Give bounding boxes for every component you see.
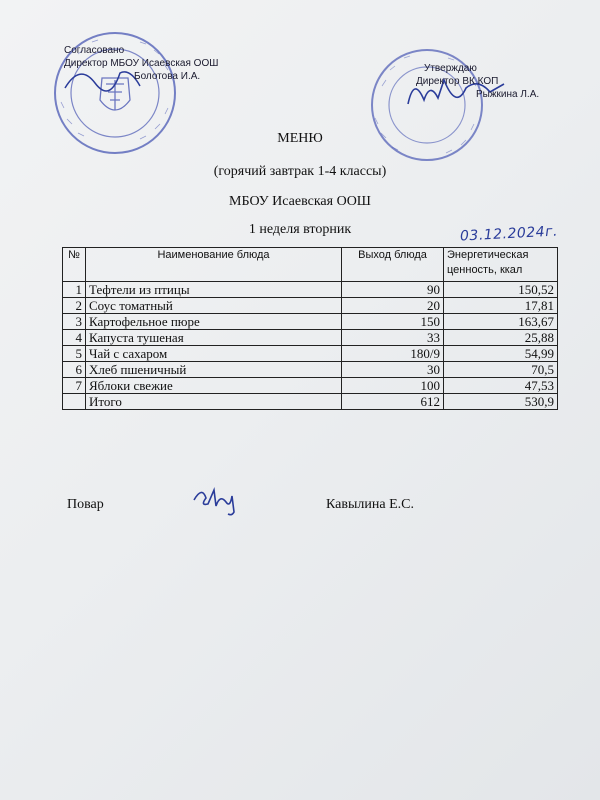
table-total-row xyxy=(63,394,558,410)
school-name: МБОУ Исаевская ООШ xyxy=(229,194,371,209)
cook-name: Кавылина Е.С. xyxy=(326,497,414,512)
handwritten-date: 03.12.2024г. xyxy=(459,223,559,245)
total-number-empty xyxy=(63,394,86,410)
col-dish-name-header: Наименование блюда xyxy=(86,248,342,282)
approval-right-line3: Рыжкина Л.А. xyxy=(476,89,540,100)
dish-name: Соус томатный xyxy=(86,298,342,314)
cook-role-label: Повар xyxy=(67,497,104,512)
dish-kcal: 150,52 xyxy=(444,282,558,298)
dish-yield: 180/9 xyxy=(342,346,444,362)
dish-name: Капуста тушеная xyxy=(86,330,342,346)
dish-name: Хлеб пшеничный xyxy=(86,362,342,378)
dish-kcal: 47,53 xyxy=(444,378,558,394)
dish-yield: 100 xyxy=(342,378,444,394)
table-row xyxy=(63,362,558,378)
dish-yield: 90 xyxy=(342,282,444,298)
row-number: 1 xyxy=(63,282,86,298)
dish-name: Картофельное пюре xyxy=(86,314,342,330)
table-row xyxy=(63,346,558,362)
approval-right-line1: Утверждаю xyxy=(424,63,477,74)
total-yield: 612 xyxy=(342,394,444,410)
approval-right-line2: Директор ВК КОП xyxy=(416,76,499,87)
approval-left-line1: Согласовано xyxy=(64,45,125,56)
dish-kcal: 163,67 xyxy=(444,314,558,330)
dish-kcal: 25,88 xyxy=(444,330,558,346)
table-row xyxy=(63,330,558,346)
total-label: Итого xyxy=(86,394,342,410)
row-number: 2 xyxy=(63,298,86,314)
cook-signature-mark xyxy=(188,482,248,518)
table-row xyxy=(63,282,558,298)
row-number: 7 xyxy=(63,378,86,394)
dish-kcal: 17,81 xyxy=(444,298,558,314)
dish-yield: 150 xyxy=(342,314,444,330)
document-title: МЕНЮ xyxy=(277,131,323,146)
dish-kcal: 54,99 xyxy=(444,346,558,362)
dish-name: Тефтели из птицы xyxy=(86,282,342,298)
table-header-row xyxy=(63,248,558,282)
row-number: 6 xyxy=(63,362,86,378)
table-row xyxy=(63,314,558,330)
menu-table xyxy=(62,247,558,410)
dish-kcal: 70,5 xyxy=(444,362,558,378)
table-row xyxy=(63,298,558,314)
col-energy-header: Энергетическая ценность, ккал xyxy=(444,248,558,282)
dish-name: Яблоки свежие xyxy=(86,378,342,394)
dish-yield: 33 xyxy=(342,330,444,346)
dish-yield: 30 xyxy=(342,362,444,378)
total-kcal: 530,9 xyxy=(444,394,558,410)
row-number: 3 xyxy=(63,314,86,330)
approval-left-line2: Директор МБОУ Исаевская ООШ xyxy=(64,58,219,69)
table-row xyxy=(63,378,558,394)
week-day: 1 неделя вторник xyxy=(248,222,352,237)
col-number-header: № xyxy=(63,248,86,282)
dish-name: Чай с сахаром xyxy=(86,346,342,362)
row-number: 4 xyxy=(63,330,86,346)
approval-left-line3: Болотова И.А. xyxy=(134,71,201,82)
row-number: 5 xyxy=(63,346,86,362)
document-subtitle: (горячий завтрак 1-4 классы) xyxy=(213,164,387,179)
dish-yield: 20 xyxy=(342,298,444,314)
col-yield-header: Выход блюда xyxy=(342,248,444,282)
